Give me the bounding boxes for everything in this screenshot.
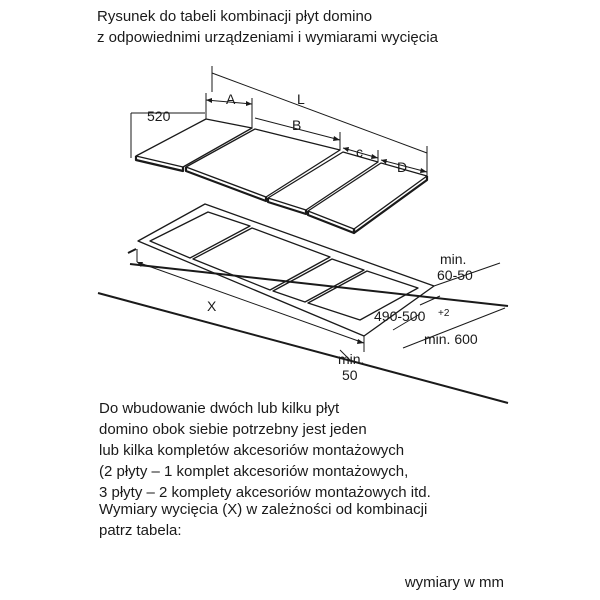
label-min-right-2: 60-50 — [437, 267, 473, 283]
instructions-paragraph-1 — [99, 398, 431, 503]
instructions-line: lub kilka kompletów akcesoriów montażowych — [99, 442, 405, 459]
worktop-front-edge — [128, 249, 136, 253]
caption-line-2: z odpowiednimi urządzeniami i wymiarami wycięcia — [97, 29, 438, 46]
label-min-right-1: min. — [440, 251, 467, 267]
label-depth-520: 520 — [147, 108, 171, 124]
label-x: X — [207, 298, 217, 314]
caption-line-1: Rysunek do tabeli kombinacji płyt domino — [97, 8, 373, 25]
label-min-front-1: min. — [338, 351, 365, 367]
instructions-line: domino obok siebie potrzebny jest jeden — [99, 421, 367, 438]
instructions-line: Do wbudowanie dwóch lub kilku płyt — [99, 400, 340, 417]
units-note: wymiary w mm — [404, 574, 504, 591]
label-min-600: min. 600 — [424, 331, 478, 347]
label-cutout-depth-tolerance: +2 — [438, 308, 450, 319]
instructions-paragraph-2 — [99, 499, 427, 541]
label-d: D — [397, 159, 408, 175]
label-l: L — [297, 91, 305, 107]
instructions-line: (2 płyty – 1 komplet akcesoriów montażowych, — [99, 463, 409, 480]
instructions-line: patrz tabela: — [99, 522, 182, 539]
label-min-front-2: 50 — [342, 367, 358, 383]
label-cutout-depth: 490-500 — [374, 308, 426, 324]
instructions-line: Wymiary wycięcia (X) w zależności od kombinacji — [99, 501, 428, 518]
label-b: B — [292, 117, 302, 133]
instructions-line: 3 płyty – 2 komplety akcesoriów montażowych itd. — [99, 484, 431, 501]
label-c: c — [356, 144, 363, 160]
worktop-cutout — [98, 204, 508, 403]
label-a: A — [226, 91, 236, 107]
